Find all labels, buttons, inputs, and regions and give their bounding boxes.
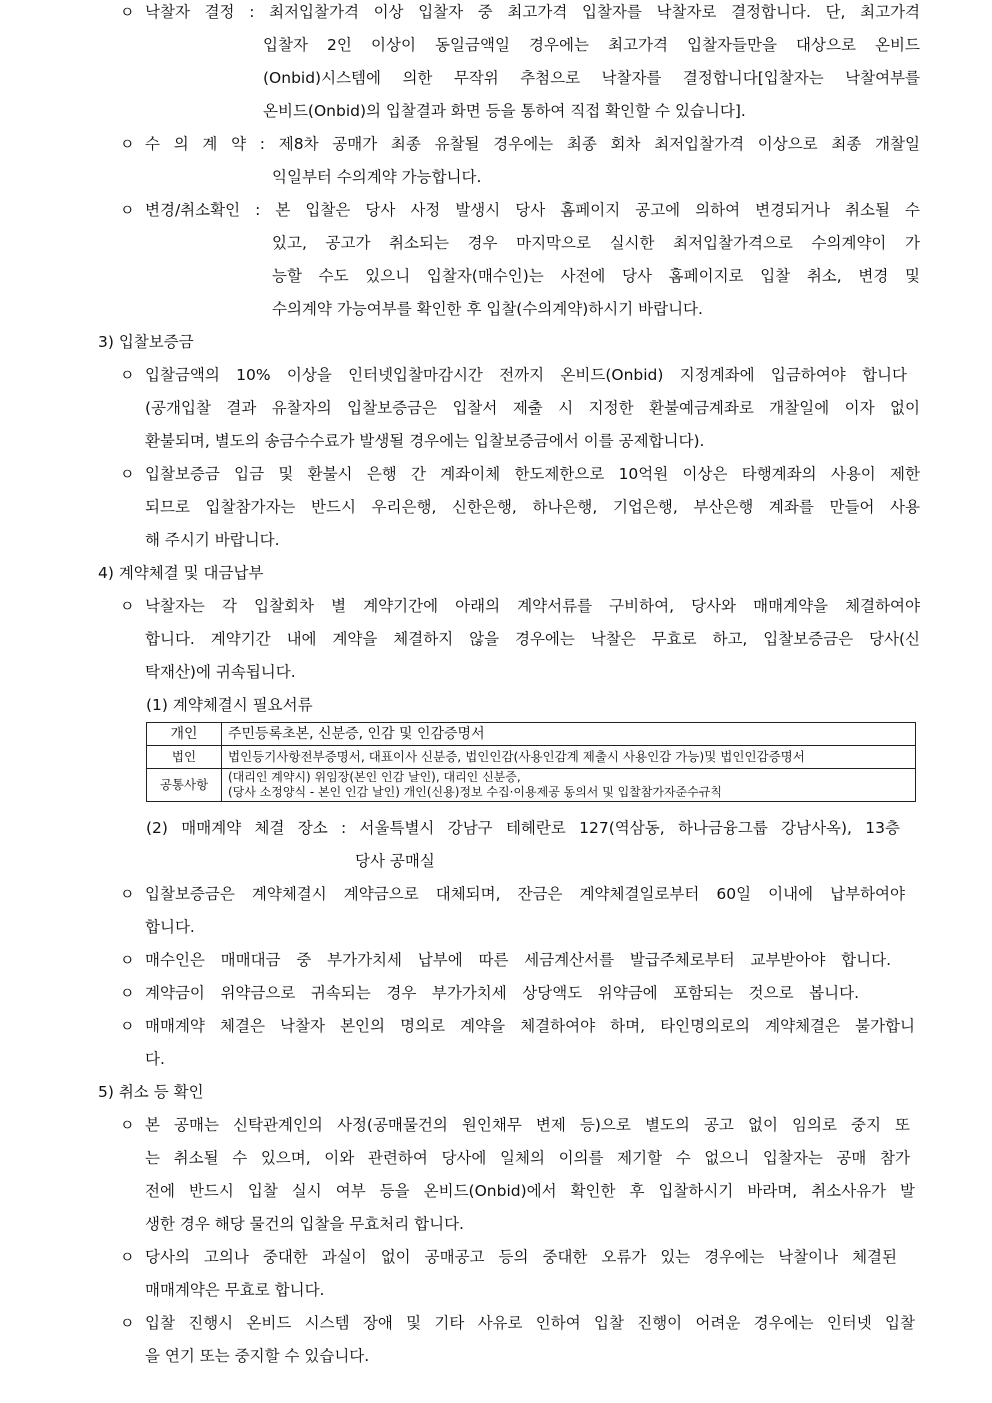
- contract-place-line: (2) 매매계약 체결 장소 : 서울특별시 강남구 테헤란로 127(역삼동, 하나금융그룹 강남사옥), 13층: [146, 819, 900, 837]
- cancellation-line: 생한 경우 해당 물건의 입찰을 무효처리 합니다.: [145, 1215, 464, 1233]
- section-heading-deposit: 3) 입찰보증금: [98, 333, 194, 351]
- bullet: ㅇ: [120, 465, 135, 483]
- cancellation-line: 입찰 진행시 온비드 시스템 장애 및 기타 사유로 인하여 입찰 진행이 어려운 경우에는 인터넷 입찰: [145, 1314, 915, 1332]
- contract-line: 낙찰자는 각 입찰회차 별 계약기간에 아래의 계약서류를 구비하여, 당사와 매매계약을 체결하여야: [145, 597, 920, 615]
- cancellation-line: 전에 반드시 입찰 실시 여부 등을 온비드(Onbid)에서 확인한 후 입찰하시기 바라며, 취소사유가 발: [145, 1182, 915, 1200]
- cancellation-line: 매매계약은 무효로 합니다.: [145, 1281, 325, 1299]
- table-cell-docs: 주민등록초본, 신분증, 인감 및 인감증명서: [222, 723, 916, 746]
- contract-line: 매매계약 체결은 낙찰자 본인의 명의로 계약을 체결하여야 하며, 타인명의로의 계약체결은 불가합니: [145, 1017, 915, 1035]
- deposit-line: 입찰금액의 10% 이상을 인터넷입찰마감시간 전까지 온비드(Onbid) 지정계좌에 입금하여야 합니다: [145, 366, 907, 384]
- contract-line: 매수인은 매매대금 중 부가가치세 납부에 따른 세금계산서를 발급주체로부터 교부받아야 합니다.: [145, 951, 891, 969]
- table-cell-type: 개인: [147, 723, 222, 746]
- cancellation-line: 는 취소될 수 있으며, 이와 관련하여 당사에 일체의 이의를 제기할 수 없으니 입찰자는 공매 참가: [145, 1149, 910, 1167]
- bullet: ㅇ: [120, 3, 135, 21]
- award-decision-line: 낙찰자 결정 : 최저입찰가격 이상 입찰자 중 최고가격 입찰자를 낙찰자로 결정합니다. 단, 최고가격: [145, 3, 920, 21]
- change-cancel-line: 수의계약 가능여부를 확인한 후 입찰(수의계약)하시기 바랍니다.: [272, 300, 703, 318]
- bullet: ㅇ: [120, 1248, 135, 1266]
- bullet: ㅇ: [120, 1314, 135, 1332]
- table-cell-type: 법인: [147, 746, 222, 769]
- negotiated-contract-line: 익일부터 수의계약 가능합니다.: [272, 168, 482, 186]
- bullet: ㅇ: [120, 366, 135, 384]
- bullet: ㅇ: [120, 201, 135, 219]
- cancellation-line: 을 연기 또는 중지할 수 있습니다.: [145, 1347, 370, 1365]
- table-cell-docs: 법인등기사항전부증명서, 대표이사 신분증, 법인인감(사용인감계 제출시 사용인감 가능)및 법인인감증명서: [222, 746, 916, 769]
- table-cell-docs-line: (당사 소정양식 - 본인 인감 날인) 개인(신용)정보 수집·이용제공 동의서 및 입찰참가자준수규칙: [228, 785, 722, 799]
- change-cancel-line: 변경/취소확인 : 본 입찰은 당사 사정 발생시 당사 홈페이지 공고에 의하여 변경되거나 취소될 수: [145, 201, 920, 219]
- table-cell-docs-line: (대리인 계약시) 위임장(본인 인감 날인), 대리인 신분증,: [228, 770, 521, 784]
- contract-line: 탁재산)에 귀속됩니다.: [145, 663, 296, 681]
- table-row: [147, 723, 916, 746]
- contract-place-line: 당사 공매실: [355, 852, 435, 870]
- table-row: [147, 746, 916, 769]
- contract-line: 입찰보증금은 계약체결시 계약금으로 대체되며, 잔금은 계약체결일로부터 60일 이내에 납부하여야: [145, 885, 905, 903]
- table-cell-type: 공통사항: [147, 769, 222, 802]
- award-decision-line: 온비드(Onbid)의 입찰결과 화면 등을 통하여 직접 확인할 수 있습니다].: [263, 102, 746, 120]
- bullet: ㅇ: [120, 1017, 135, 1035]
- bullet: ㅇ: [120, 135, 135, 153]
- contract-line: 합니다. 계약기간 내에 계약을 체결하지 않을 경우에는 낙찰은 무효로 하고, 입찰보증금은 당사(신: [145, 630, 920, 648]
- table-cell-docs: [222, 769, 916, 802]
- deposit-line: 환불되며, 별도의 송금수수료가 발생될 경우에는 입찰보증금에서 이를 공제합니다).: [145, 432, 705, 450]
- cancellation-line: 본 공매는 신탁관계인의 사정(공매물건의 원인채무 변제 등)으로 별도의 공고 없이 임의로 중지 또: [145, 1116, 910, 1134]
- bullet: ㅇ: [120, 885, 135, 903]
- deposit-line: 되므로 입찰참가자는 반드시 우리은행, 신한은행, 하나은행, 기업은행, 부산은행 계좌를 만들어 사용: [145, 498, 920, 516]
- bullet: ㅇ: [120, 951, 135, 969]
- change-cancel-line: 능할 수도 있으니 입찰자(매수인)는 사전에 당사 홈페이지로 입찰 취소, 변경 및: [272, 267, 920, 285]
- section-heading-cancellation: 5) 취소 등 확인: [98, 1083, 204, 1101]
- bullet: ㅇ: [120, 597, 135, 615]
- table-row: [147, 769, 916, 802]
- required-documents-title: (1) 계약체결시 필요서류: [146, 696, 313, 714]
- contract-line: 계약금이 위약금으로 귀속되는 경우 부가가치세 상당액도 위약금에 포함되는 것으로 봅니다.: [145, 984, 859, 1002]
- contract-line: 합니다.: [145, 918, 195, 936]
- award-decision-line: (Onbid)시스템에 의한 무작위 추첨으로 낙찰자를 결정합니다[입찰자는 낙찰여부를: [263, 69, 920, 87]
- contract-line: 다.: [145, 1050, 165, 1068]
- bullet: ㅇ: [120, 984, 135, 1002]
- deposit-line: 입찰보증금 입금 및 환불시 은행 간 계좌이체 한도제한으로 10억원 이상은 타행계좌의 사용이 제한: [145, 465, 920, 483]
- deposit-line: 해 주시기 바랍니다.: [145, 531, 280, 549]
- deposit-line: (공개입찰 결과 유찰자의 입찰보증금은 입찰서 제출 시 지정한 환불예금계좌로 개찰일에 이자 없이: [145, 399, 920, 417]
- required-documents-table: [146, 722, 916, 802]
- change-cancel-line: 있고, 공고가 취소되는 경우 마지막으로 실시한 최저입찰가격으로 수의계약이 가: [272, 234, 920, 252]
- bullet: ㅇ: [120, 1116, 135, 1134]
- negotiated-contract-line: 수 의 계 약 : 제8차 공매가 최종 유찰될 경우에는 최종 회차 최저입찰가격 이상으로 최종 개찰일: [145, 135, 920, 153]
- section-heading-contract: 4) 계약체결 및 대금납부: [98, 564, 264, 582]
- cancellation-line: 당사의 고의나 중대한 과실이 없이 공매공고 등의 중대한 오류가 있는 경우에는 낙찰이나 체결된: [145, 1248, 897, 1266]
- award-decision-line: 입찰자 2인 이상이 동일금액일 경우에는 최고가격 입찰자들만을 대상으로 온비드: [263, 36, 920, 54]
